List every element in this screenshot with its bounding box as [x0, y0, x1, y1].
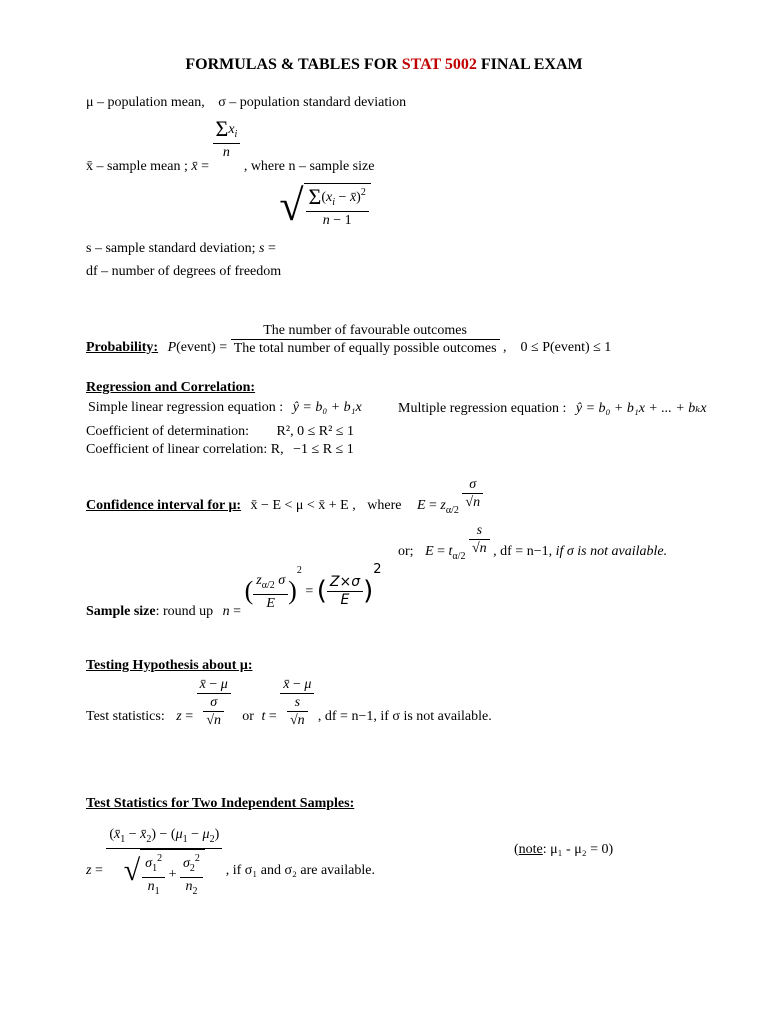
two-samples-heading: Test Statistics for Two Independent Samples: [86, 796, 355, 811]
confidence-t-alternative: or; $E = t_{\alpha/2}$ $\frac{s}{√n}$ , df = n−1, if σ is not available. [398, 523, 668, 562]
probability-range: 0 ≤ P(event) ≤ 1 [520, 339, 612, 355]
sigma-definition: σ – population standard deviation [218, 95, 407, 110]
page-title: FORMULAS & TABLES FOR STAT 5002 FINAL EXAM [185, 56, 583, 73]
population-definitions [86, 95, 406, 111]
multiple-regression: Multiple regression equation : ŷ = b₀ + b₁x + ... + bₖx [398, 401, 707, 416]
hypothesis-heading: Testing Hypothesis about μ: [86, 658, 253, 673]
two-samples-z-formula: z = ($x̄_1$ − $x̄_2) - (\mu_1 - \mu_2)$ √ $\frac{\sigma_1^2}{n_1}$ + $\frac{\sigma_2^2}{n_2}$ , if σ₁ and σ₂ are available. [86, 826, 375, 900]
sample-size-formula: Sample size: round up n = ( $\frac{z_{\alpha/2} \sigma}{E}$ )$^2$ = ( $\frac{Z\times\sigma}{E}$ )2 [86, 562, 382, 619]
sample-sd-formula: s – sample standard deviation; s = √ $\frac{\Sigma(x_i - x̄)^2}{n - 1}$ [86, 180, 371, 237]
confidence-interval: Confidence interval for μ: x̄ − E < μ < x̄ + E , where $E = z_{\alpha/2}$ $\frac{\sigma}{√n}$ [86, 476, 483, 511]
regression-heading: Regression and Correlation: [86, 380, 256, 395]
sample-mean-formula: x̄ – sample mean ; x̄ = $\frac{\Sigma x_i}{n}$ , where n – sample size [86, 116, 375, 174]
probability-formula: Probability: P(event) = $\frac{\text{The number of favourable outcomes}}{\text{The total number of equally possible outcomes}}$ , 0 ≤ P(event) ≤ 1 [86, 323, 612, 356]
mu-definition: μ – population mean, [86, 95, 205, 110]
coefficient-correlation: Coefficient of linear correlation: R, −1 ≤ R ≤ 1 [86, 442, 354, 457]
simple-regression: Simple linear regression equation : ŷ = b₀ + b₁x [88, 400, 362, 415]
course-code: STAT 5002 [401, 56, 477, 73]
df-definition: df – number of degrees of freedom [86, 264, 282, 279]
probability-numerator: The number of favourable outcomes [231, 322, 500, 340]
hypothesis-test-statistics: Test statistics: z = $\frac{x̄ - \mu}{\frac{\sigma}{√n}}$ or t = $\frac{x̄ - \mu}{\frac{s}{√n}}$ , df = n−1, if σ is not available. [86, 677, 492, 728]
probability-denominator: The total number of equally possible outcomes [233, 341, 497, 356]
coefficient-determination: Coefficient of determination: R², 0 ≤ R² ≤ 1 [86, 424, 354, 439]
two-samples-note: (note: μ₁ - μ₂ = 0) [514, 842, 614, 857]
